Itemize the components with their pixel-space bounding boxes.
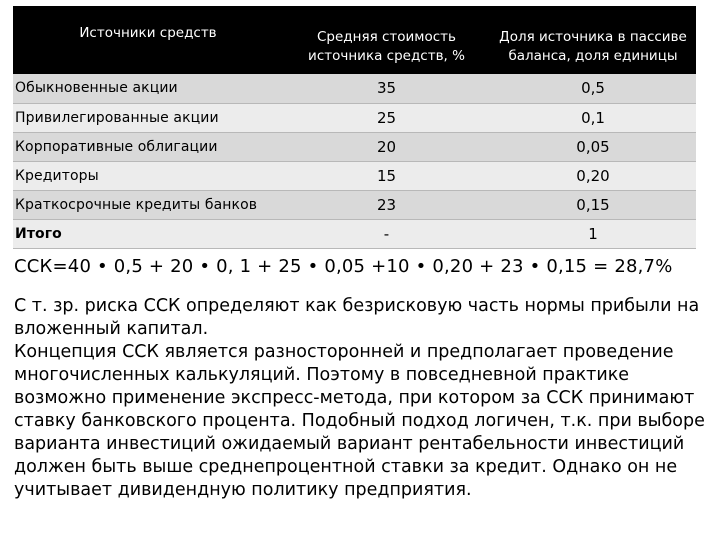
total-label: Итого [13,219,283,248]
source-name: Кредиторы [13,161,283,190]
total-cost: - [283,219,490,248]
source-name: Краткосрочные кредиты банков [13,190,283,219]
source-name: Обыкновенные акции [13,74,283,103]
source-cost: 20 [283,132,490,161]
source-share: 0,20 [490,161,696,190]
source-share: 0,5 [490,74,696,103]
source-name: Привилегированные акции [13,103,283,132]
table-row [13,132,696,161]
total-share: 1 [490,219,696,248]
source-share: 0,1 [490,103,696,132]
source-cost: 15 [283,161,490,190]
paragraph: С т. зр. риска ССК определяют как безрисковую часть нормы прибыли на вложенный капитал. [14,296,700,339]
header-share: Доля источника в пассиве баланса, доля единицы [490,6,696,74]
table-row [13,190,696,219]
table-row [13,74,696,103]
source-cost: 25 [283,103,490,132]
header-average-cost: Средняя стоимость источника средств, % [283,6,490,74]
source-cost: 23 [283,190,490,219]
cost-of-capital-table [13,6,696,249]
header-sources: Источники средств [13,6,283,74]
table-row [13,103,696,132]
source-share: 0,05 [490,132,696,161]
wacc-formula: ССК=40 • 0,5 + 20 • 0, 1 + 25 • 0,05 +10 • 0,20 + 23 • 0,15 = 28,7% [14,256,673,277]
table-row [13,161,696,190]
paragraph: Концепция ССК является разносторонней и предполагает проведение многочисленных калькуляций. Поэтому в повседневной практике возможно применение экспресс-метода, при котором за ССК принимают ставку банковского процента. Подобный подход логичен, т.к. при выборе варианта инвестиций ожидаемый вариант рентабельности инвестиций должен быть выше среднепроцентной ставки за кредит. Однако он не учитывает дивидендную политику предприятия. [14,342,705,500]
table-header-row [13,6,696,74]
table-total-row [13,219,696,248]
source-cost: 35 [283,74,490,103]
source-share: 0,15 [490,190,696,219]
explanation-text [14,295,714,502]
source-name: Корпоративные облигации [13,132,283,161]
